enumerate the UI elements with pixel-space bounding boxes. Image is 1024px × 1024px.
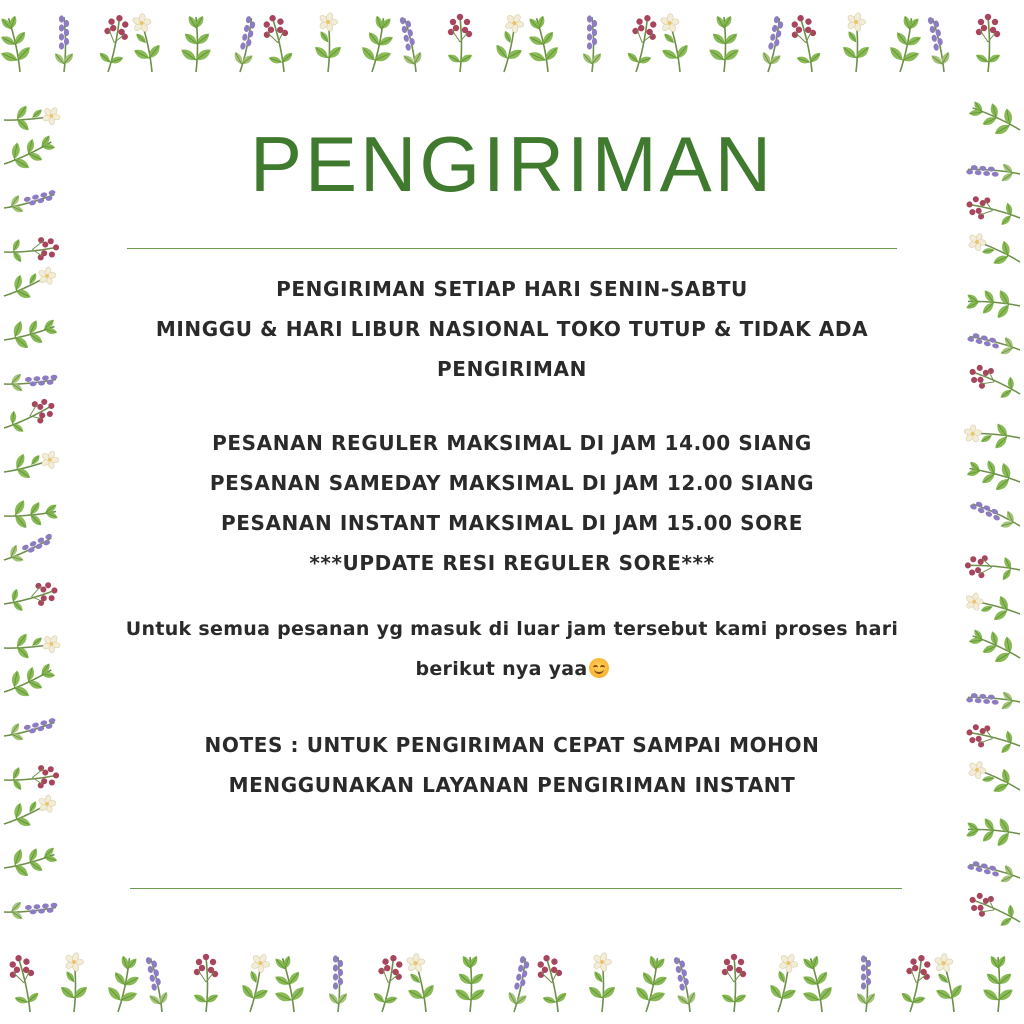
schedule-line-2: MINGGU & HARI LIBUR NASIONAL TOKO TUTUP & TIDAK ADA <box>155 316 869 341</box>
cutoff-block <box>70 423 954 583</box>
notes-line-2: MENGGUNAKAN LAYANAN PENGIRIMAN INSTANT <box>228 772 796 797</box>
divider-top <box>127 248 897 249</box>
schedule-line-3: PENGIRIMAN <box>437 356 587 381</box>
cutoff-instant: PESANAN INSTANT MAKSIMAL DI JAM 15.00 SORE <box>220 510 804 535</box>
notes-block <box>70 725 954 805</box>
content <box>70 110 954 805</box>
divider-bottom <box>130 888 902 889</box>
info-line-2 <box>70 649 954 689</box>
info-block <box>70 609 954 689</box>
cutoff-sameday: PESANAN SAMEDAY MAKSIMAL DI JAM 12.00 SIANG <box>209 470 815 495</box>
update-resi-note: ***UPDATE RESI REGULER SORE*** <box>309 550 715 575</box>
smiling-face-icon <box>589 658 609 678</box>
schedule-line-1: PENGIRIMAN SETIAP HARI SENIN-SABTU <box>276 276 748 301</box>
page-title: PENGIRIMAN <box>249 120 775 208</box>
info-line-1: Untuk semua pesanan yg masuk di luar jam tersebut kami proses hari <box>125 617 899 640</box>
cutoff-reguler: PESANAN REGULER MAKSIMAL DI JAM 14.00 SIANG <box>212 430 812 455</box>
schedule-block <box>70 269 954 389</box>
notes-line-1: NOTES : UNTUK PENGIRIMAN CEPAT SAMPAI MOHON <box>204 732 820 757</box>
info-line-2-text: berikut nya yaa <box>415 657 588 680</box>
